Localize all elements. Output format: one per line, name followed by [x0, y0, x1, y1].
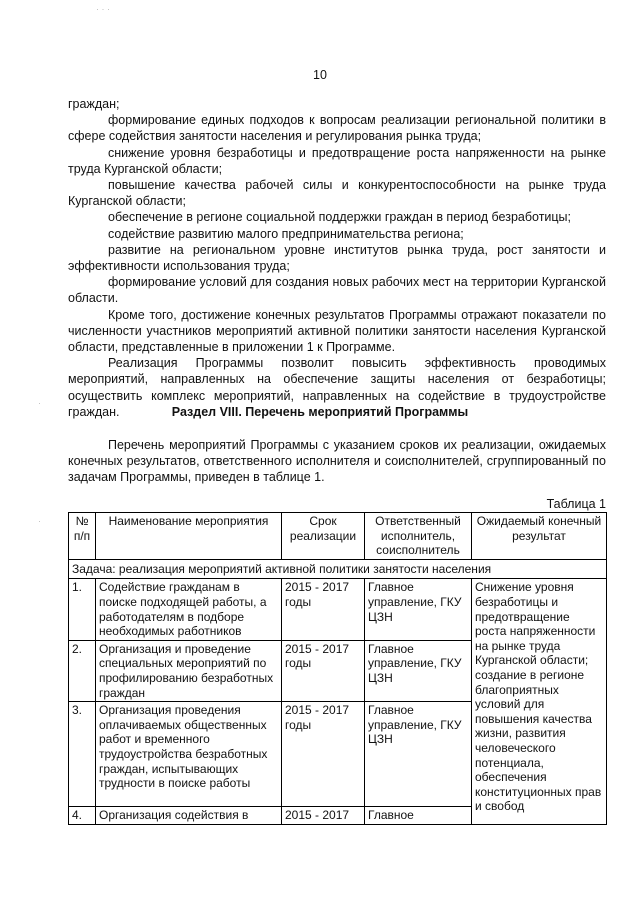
row-term: 2015 - 2017: [282, 807, 365, 825]
paragraph: содействие развитию малого предпринимательства региона;: [108, 226, 464, 241]
row-number: 2.: [69, 640, 96, 701]
table-header-row: [69, 513, 607, 560]
row-number: 3.: [69, 702, 96, 807]
scan-mark: · · ·: [96, 4, 110, 14]
row-number: 4.: [69, 807, 96, 825]
row-number: 1.: [69, 579, 96, 640]
row-executor: Главное управление, ГКУ ЦЗН: [365, 640, 472, 701]
page-number: 10: [313, 68, 327, 82]
table-row: [69, 579, 607, 640]
paragraph: формирование условий для создания новых рабочих мест на территории Курганской области.: [68, 275, 606, 306]
paragraph: развитие на региональном уровне институтов рынка труда, рост занятости и эффективности использования труда;: [68, 242, 606, 274]
section-heading: Раздел VIII. Перечень мероприятий Программы: [171, 405, 469, 419]
measures-table: [68, 512, 607, 825]
result-cell: Снижение уровня безработицы и предотвращение роста напряженности на рынке труда Курганской области; создание в регионе благоприятных условий для повышения качества жизни, развития человеческого потенциала, обеспечения конституционных прав и свобод: [472, 579, 607, 824]
scan-mark: ·: [38, 398, 41, 408]
table-caption: Таблица 1: [546, 497, 606, 511]
row-term: 2015 - 2017 годы: [282, 579, 365, 640]
task-cell: Задача: реализация мероприятий активной политики занятости населения: [69, 559, 607, 579]
paragraph: Реализация Программы позволит повысить эффективность проводимых мероприятий, направленных на обеспечение защиты населения от безработицы; осуществить комплекс мероприятий, направленных на содействие в трудоустройстве граждан.: [68, 356, 606, 419]
row-name: Содействие гражданам в поиске подходящей работы, а работодателям в подборе необходимых работников: [96, 579, 282, 640]
intro-paragraph: Перечень мероприятий Программы с указанием сроков их реализации, ожидаемых конечных результатов, ответственного исполнителя и соисполнителей, сгруппированный по задачам Программы, приведен в таблице 1.: [68, 438, 606, 485]
header-executor: Ответственный исполнитель, соисполнитель: [365, 513, 472, 560]
header-term: Срок реализации: [282, 513, 365, 560]
paragraph: граждан;: [68, 97, 120, 111]
header-name: Наименование мероприятия: [96, 513, 282, 560]
header-number: № п/п: [69, 513, 96, 560]
paragraph: снижение уровня безработицы и предотвращение роста напряженности на рынке труда Курганской области;: [68, 145, 606, 176]
row-name: Организация проведения оплачиваемых общественных работ и временного трудоустройства безработных граждан, испытывающих трудности в поиске работы: [96, 702, 282, 807]
row-executor: Главное управление, ГКУ ЦЗН: [365, 579, 472, 640]
row-term: 2015 - 2017 годы: [282, 702, 365, 807]
scan-mark: ·: [38, 516, 41, 526]
paragraph: формирование единых подходов к вопросам реализации региональной политики в сфере содействия занятости населения и регулирования рынка труда;: [68, 113, 606, 144]
row-executor: Главное: [365, 807, 472, 825]
paragraph: Кроме того, достижение конечных результатов Программы отражают показатели по численности участников мероприятий активной политики занятости населения Курганской области, представленные в приложении 1 к Программе.: [68, 307, 606, 355]
header-result: Ожидаемый конечный результат: [472, 513, 607, 560]
row-executor: Главное управление, ГКУ ЦЗН: [365, 702, 472, 807]
row-name: Организация и проведение специальных мероприятий по профилированию безработных граждан: [96, 640, 282, 701]
row-term: 2015 - 2017 годы: [282, 640, 365, 701]
paragraph: повышение качества рабочей силы и конкурентоспособности на рынке труда Курганской области;: [68, 178, 606, 209]
paragraph: обеспечение в регионе социальной поддержки граждан в период безработицы;: [108, 210, 572, 225]
row-name: Организация содействия в: [96, 807, 282, 825]
body-text: [68, 96, 606, 420]
task-row: [69, 559, 607, 579]
